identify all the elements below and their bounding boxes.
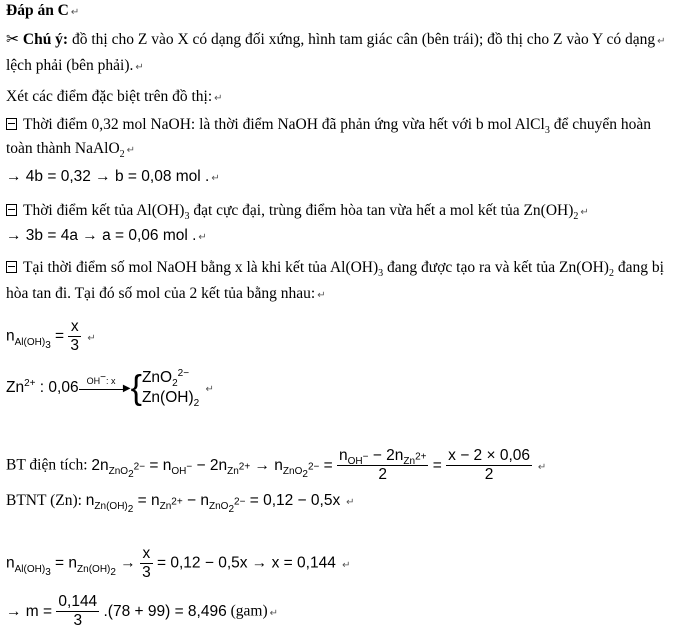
intro-line: Xét các điểm đặc biệt trên đồ thị: ↵ bbox=[6, 88, 223, 105]
formula-n-aloh3: $n_{Al(OH)_3}$ = $\frac{x}{3}$ ↵ bbox=[6, 318, 96, 354]
scissors-icon: ✂ bbox=[6, 31, 19, 48]
note-text: đồ thị cho Z vào X có dạng đối xứng, hình tam giác cân (bên trái); đồ thị cho Z vào Y có dạng bbox=[68, 31, 656, 48]
point-3: Tại thời điểm số mol NaOH bằng x là khi kết tủa $Al(OH)_3$ đang được tạo ra và kết tủa $Zn(OH)_2$ đang bị bbox=[6, 259, 664, 277]
formula-zn-reaction: $Zn^{2+}$ : 0,06 OH−: x ▶ { ZnO$_2^{2-}$ $Zn(OH)_2$ ↵ bbox=[6, 367, 214, 410]
formula-charge-balance: BT điện tích: $2n_{ZnO_2^{2-}} = n_{OH^-} - 2n_{Zn^{2+}} \to n_{ZnO_2^{2-}}$ = $\frac{n_{OH^-} - 2n_{Zn^{2+}}}{2}$ = $\frac{x - 2 \times 0,06}{2}$ ↵ bbox=[6, 447, 547, 483]
note-label: Chú ý: bbox=[22, 31, 69, 48]
bullet-box-icon bbox=[6, 261, 17, 273]
answer-label: Đáp án C bbox=[6, 2, 69, 19]
formula-final-mass: → m = $\frac{0,144}{3}$ .(78 + 99) = 8,496 (gam) ↵ bbox=[6, 593, 279, 629]
note-line: ✂ Chú ý: đồ thị cho Z vào X có dạng đối xứng, hình tam giác cân (bên trái); đồ thị cho Z vào Y có dạng ↵ bbox=[6, 31, 666, 48]
equation-1: → 4b = 0,32 → b = 0,08 mol . ↵ bbox=[6, 168, 220, 185]
arrow-label-icon: OH−: x ▶ bbox=[79, 381, 131, 395]
formula-zn-balance: BTNT (Zn): $n_{Zn(OH)_2} = n_{Zn^{2+}} - n_{ZnO_2^{2-}} = 0,12 - 0,5x$ ↵ bbox=[6, 492, 355, 516]
note-line-2: lệch phải (bên phải). ↵ bbox=[6, 57, 144, 74]
formula-equal-moles: $n_{Al(OH)_3} = n_{Zn(OH)_2}$ → $\frac{x}{3}$ = 0,12 − 0,5x → x = 0,144 ↵ bbox=[6, 545, 351, 581]
answer-line: Đáp án C ↵ bbox=[6, 2, 80, 19]
bullet-box-icon bbox=[6, 204, 17, 216]
bullet-box-icon bbox=[6, 118, 17, 130]
point-1-line-2: toàn thành NaAlO$_2$ ↵ bbox=[6, 140, 136, 161]
point-3-line-2: hòa tan đi. Tại đó số mol của 2 kết tủa bằng nhau: ↵ bbox=[6, 285, 326, 302]
point-1: Thời điểm 0,32 mol NaOH: là thời điểm NaOH đã phản ứng vừa hết với b mol AlCl$_3$ để chuyển hoàn bbox=[6, 116, 651, 134]
point-2: Thời điểm kết tủa $Al(OH)_3$ đạt cực đại, trùng điểm hòa tan vừa hết a mol kết tủa $Zn(OH)_2$ ↵ bbox=[6, 202, 589, 222]
equation-2: → 3b = 4a → a = 0,06 mol . ↵ bbox=[6, 227, 207, 244]
